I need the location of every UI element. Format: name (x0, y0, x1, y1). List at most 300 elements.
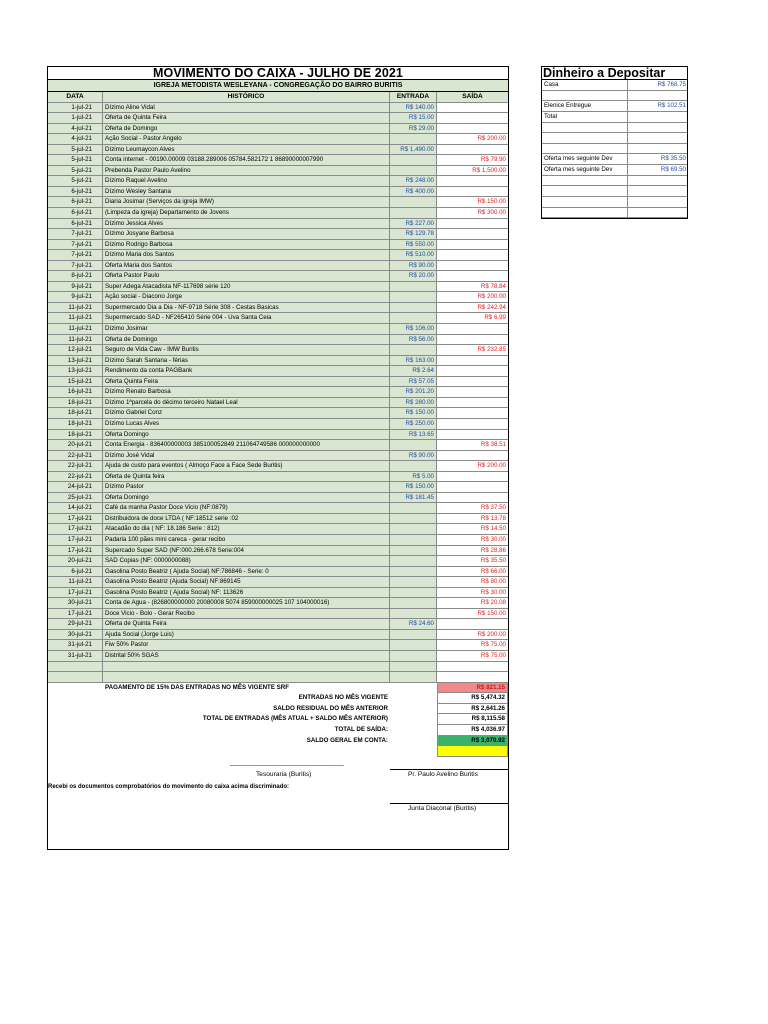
cell-date[interactable]: 6-jul-21 (48, 208, 103, 219)
cell-date[interactable]: 7-jul-21 (48, 250, 103, 261)
cell-saida[interactable]: R$ 13.78 (437, 514, 508, 525)
cell-history[interactable]: Dízimo José Vidal (103, 451, 390, 462)
cell-saida[interactable]: R$ 66.00 (437, 567, 508, 578)
cell-history[interactable]: Oferta de Domingo (103, 124, 390, 135)
cell-history[interactable]: Dízimo Maria dos Santos (103, 250, 390, 261)
cell-history[interactable]: Distribuidora de doce LTDA ( NF:18512 serie :02 (103, 514, 390, 525)
deposit-label[interactable]: Total (542, 112, 628, 123)
cell-saida[interactable] (437, 398, 508, 409)
cell-date[interactable]: 17-jul-21 (48, 546, 103, 557)
table-row (48, 303, 508, 314)
cell-entrada[interactable] (390, 672, 437, 683)
cell-date[interactable]: 25-jul-21 (48, 493, 103, 504)
header-history[interactable]: HISTÓRICO (103, 92, 390, 103)
cell-saida[interactable] (437, 430, 508, 441)
cell-date[interactable]: 9-jul-21 (48, 292, 103, 303)
cell-saida[interactable] (437, 419, 508, 430)
cell-history[interactable]: Supermercado SAD - NF265410 Série 004 - Uva Santa Ceia (103, 313, 390, 324)
cell-saida[interactable] (437, 145, 508, 156)
deposit-row (542, 208, 687, 219)
cell-saida[interactable] (437, 662, 508, 673)
cell-date[interactable]: 18-jul-21 (48, 408, 103, 419)
deposit-value[interactable] (628, 186, 687, 197)
cell-saida[interactable] (437, 250, 508, 261)
cell-entrada[interactable] (390, 292, 437, 303)
cell-entrada[interactable] (390, 303, 437, 314)
cell-entrada[interactable] (390, 630, 437, 641)
cell-entrada[interactable]: R$ 163.00 (390, 356, 437, 367)
deposit-label[interactable] (542, 197, 628, 208)
cell-date[interactable]: 22-jul-21 (48, 472, 103, 483)
cell-saida[interactable] (437, 472, 508, 483)
deposit-value[interactable]: R$ 69.50 (628, 165, 687, 176)
deposit-value[interactable] (628, 208, 687, 219)
header-date[interactable]: DATA (48, 92, 103, 103)
cell-saida[interactable] (437, 493, 508, 504)
deposit-value[interactable]: R$ 102.51 (628, 101, 687, 112)
cell-date[interactable]: 7-jul-21 (48, 240, 103, 251)
cell-history[interactable]: Dízimo Renato Barbosa (103, 387, 390, 398)
cell-date[interactable]: 15-jul-21 (48, 377, 103, 388)
saldo-residual-value[interactable]: R$ 2,641.26 (437, 704, 508, 715)
cell-saida[interactable]: R$ 38.51 (437, 440, 508, 451)
cell-saida[interactable] (437, 482, 508, 493)
cell-entrada[interactable]: R$ 227.00 (390, 219, 437, 230)
cell-date[interactable]: 8-jul-21 (48, 271, 103, 282)
cell-history[interactable]: Oferta de Quinta Feira (103, 619, 390, 630)
table-body (48, 103, 508, 683)
cell-history[interactable]: Dízimo Leumaycon Alves (103, 145, 390, 156)
cell-entrada[interactable]: R$ 201.20 (390, 387, 437, 398)
cell-history[interactable]: Doce Vicio - Bolo - Gerar Recibo (103, 609, 390, 620)
pagamento-label: PAGAMENTO DE 15% DAS ENTRADAS NO MÊS VIGENTE SRF (105, 683, 290, 691)
cell-saida[interactable]: R$ 35.50 (437, 556, 508, 567)
cell-entrada[interactable] (390, 514, 437, 525)
cell-history[interactable]: Oferta Domingo (103, 493, 390, 504)
cell-saida[interactable] (437, 103, 508, 114)
cell-saida[interactable]: R$ 300.00 (437, 208, 508, 219)
cell-saida[interactable] (437, 335, 508, 346)
cell-saida[interactable] (437, 271, 508, 282)
cell-date[interactable]: 13-jul-21 (48, 366, 103, 377)
table-row (48, 472, 508, 483)
table-row (48, 609, 508, 620)
cell-history[interactable]: Conta de Agua - (826800000000 20080008 5074 859000000025 107 104000016) (103, 598, 390, 609)
cell-history[interactable]: Oferta Maria dos Santos (103, 261, 390, 272)
cell-saida[interactable]: R$ 200.00 (437, 630, 508, 641)
cell-entrada[interactable]: R$ 15.00 (390, 113, 437, 124)
cell-date[interactable]: 6-jul-21 (48, 567, 103, 578)
cell-history[interactable]: SAD Copias (NF: 0000000088) (103, 556, 390, 567)
cell-entrada[interactable] (390, 461, 437, 472)
deposit-label[interactable]: Oferta mes seguinte Dev (542, 165, 628, 176)
cell-date[interactable] (48, 672, 103, 683)
cell-entrada[interactable] (390, 662, 437, 673)
saldo-residual-label: SALDO RESIDUAL DO MÊS ANTERIOR (273, 704, 388, 712)
cell-saida[interactable]: R$ 1,500.00 (437, 166, 508, 177)
cell-saida[interactable] (437, 619, 508, 630)
cell-history[interactable]: (Limpeza da igreja) Departamento de Jovens (103, 208, 390, 219)
cell-entrada[interactable] (390, 567, 437, 578)
cell-history[interactable]: Dízimo 1ªparcela do décimo terceiro Natael Leal (103, 398, 390, 409)
cell-history[interactable]: Ação Social - Pastor Angelo (103, 134, 390, 145)
cell-history[interactable]: Gasolina Posto Beatriz ( Ajuda Social) NF: 113626 (103, 588, 390, 599)
cell-date[interactable]: 6-jul-21 (48, 197, 103, 208)
cell-history[interactable]: Dízimo Josyane Barbosa (103, 229, 390, 240)
cell-history[interactable]: Fiw 50% Pastor (103, 640, 390, 651)
cell-entrada[interactable]: R$ 5.00 (390, 472, 437, 483)
saldo-geral-value[interactable]: R$ 3,070.92 (437, 736, 508, 747)
cell-date[interactable]: 14-jul-21 (48, 503, 103, 514)
cell-date[interactable]: 6-jul-21 (48, 187, 103, 198)
cell-entrada[interactable]: R$ 150.00 (390, 482, 437, 493)
cell-entrada[interactable] (390, 598, 437, 609)
deposit-label[interactable] (542, 208, 628, 219)
summary-saldo-geral-row (48, 736, 508, 747)
cell-date[interactable]: 18-jul-21 (48, 430, 103, 441)
cell-saida[interactable]: R$ 20.08 (437, 598, 508, 609)
cell-date[interactable]: 17-jul-21 (48, 524, 103, 535)
cell-history[interactable]: Oferta de Domingo (103, 335, 390, 346)
cell-entrada[interactable]: R$ 250.00 (390, 419, 437, 430)
cell-entrada[interactable] (390, 503, 437, 514)
cell-entrada[interactable]: R$ 56.00 (390, 335, 437, 346)
table-row (48, 208, 508, 219)
cell-date[interactable]: 5-jul-21 (48, 155, 103, 166)
cell-saida[interactable]: R$ 232.85 (437, 345, 508, 356)
table-row (48, 651, 508, 662)
cell-saida[interactable]: R$ 14.50 (437, 524, 508, 535)
deposit-label[interactable] (542, 176, 628, 187)
cell-entrada[interactable] (390, 524, 437, 535)
table-row (48, 640, 508, 651)
cell-entrada[interactable]: R$ 2.64 (390, 366, 437, 377)
cell-date[interactable]: 7-jul-21 (48, 229, 103, 240)
cell-entrada[interactable]: R$ 129.78 (390, 229, 437, 240)
cell-entrada[interactable] (390, 155, 437, 166)
deposit-label[interactable] (542, 186, 628, 197)
deposit-label[interactable]: Oferta mes seguinte Dev (542, 154, 628, 165)
recebi-text: Recebi os documentos comprobatórios do movimento do caixa acima discriminado: (48, 783, 290, 790)
cell-saida[interactable]: R$ 75.00 (437, 651, 508, 662)
cell-history[interactable] (103, 662, 390, 673)
pastor-label: Pr. Paulo Avelino Buritis (408, 770, 478, 778)
table-row (48, 103, 508, 114)
table-row (48, 451, 508, 462)
cell-history[interactable]: Dízimo Lucas Alves (103, 419, 390, 430)
deposit-label[interactable] (542, 91, 628, 102)
cell-date[interactable]: 7-jul-21 (48, 261, 103, 272)
cell-date[interactable]: 17-jul-21 (48, 514, 103, 525)
cell-date[interactable]: 6-jul-21 (48, 219, 103, 230)
cell-date[interactable]: 18-jul-21 (48, 419, 103, 430)
table-row (48, 166, 508, 177)
cell-saida[interactable]: R$ 200.00 (437, 292, 508, 303)
table-header (48, 92, 508, 103)
deposit-value[interactable] (628, 112, 687, 123)
table-row (48, 240, 508, 251)
cell-entrada[interactable]: R$ 20.00 (390, 271, 437, 282)
deposit-value[interactable] (628, 133, 687, 144)
cell-saida[interactable] (437, 187, 508, 198)
yellow-highlight-cell[interactable] (437, 746, 508, 757)
cell-entrada[interactable] (390, 313, 437, 324)
deposit-label[interactable]: Casa (542, 80, 628, 91)
cell-entrada[interactable] (390, 651, 437, 662)
cell-entrada[interactable]: R$ 13.65 (390, 430, 437, 441)
cell-history[interactable]: Dízimo Aline Vidal (103, 103, 390, 114)
cell-saida[interactable]: R$ 78.84 (437, 282, 508, 293)
pagamento-value[interactable]: R$ 821.15 (437, 683, 508, 694)
cell-history[interactable]: Conta Energia - 836400000003 385100052849 211064749586 000000000000 (103, 440, 390, 451)
cell-history[interactable]: Conta internet - 00190.00009 03188.289006 05784.582172 1 86890000007990 (103, 155, 390, 166)
cell-date[interactable]: 5-jul-21 (48, 176, 103, 187)
table-row (48, 588, 508, 599)
cell-entrada[interactable]: R$ 90.00 (390, 261, 437, 272)
cell-saida[interactable] (437, 261, 508, 272)
deposit-label[interactable] (542, 144, 628, 155)
cell-entrada[interactable]: R$ 24.60 (390, 619, 437, 630)
cell-history[interactable]: Oferta de Quinta feira (103, 472, 390, 483)
cell-entrada[interactable]: R$ 280.00 (390, 398, 437, 409)
cell-entrada[interactable] (390, 345, 437, 356)
table-row (48, 398, 508, 409)
cell-saida[interactable] (437, 672, 508, 683)
cell-date[interactable]: 1-jul-21 (48, 103, 103, 114)
cell-date[interactable]: 31-jul-21 (48, 651, 103, 662)
total-entradas-value[interactable]: R$ 8,115.58 (437, 714, 508, 725)
cell-date[interactable]: 17-jul-21 (48, 535, 103, 546)
cell-saida[interactable] (437, 356, 508, 367)
cell-history[interactable]: Dízimo Raquel Avelino (103, 176, 390, 187)
cell-history[interactable]: Café da manha Pastor Doce Vicio (NF:0879) (103, 503, 390, 514)
cell-entrada[interactable]: R$ 1,490.00 (390, 145, 437, 156)
cell-date[interactable]: 5-jul-21 (48, 166, 103, 177)
deposit-title: Dinheiro a Depositar (542, 67, 687, 80)
cell-saida[interactable] (437, 176, 508, 187)
cell-entrada[interactable]: R$ 140.00 (390, 103, 437, 114)
cell-history[interactable]: Dízimo Gabriel Conz (103, 408, 390, 419)
cell-entrada[interactable] (390, 197, 437, 208)
table-row (48, 250, 508, 261)
cell-entrada[interactable] (390, 577, 437, 588)
cell-entrada[interactable] (390, 166, 437, 177)
cell-saida[interactable]: R$ 150.00 (437, 609, 508, 620)
deposit-row (542, 144, 687, 155)
cell-entrada[interactable] (390, 535, 437, 546)
cell-entrada[interactable]: R$ 150.00 (390, 408, 437, 419)
summary-total-entradas-row (48, 714, 508, 725)
cell-date[interactable]: 29-jul-21 (48, 619, 103, 630)
header-saida[interactable]: SAÍDA (437, 92, 508, 103)
cell-saida[interactable] (437, 324, 508, 335)
cell-history[interactable]: Ajuda de custo para eventos ( Almoço Face a Face Sede Buritis) (103, 461, 390, 472)
header-entrada[interactable]: ENTRADA (390, 92, 437, 103)
deposit-value[interactable]: R$ 768.75 (628, 80, 687, 91)
tesouraria-label: Tesouraria (Buritis) (256, 770, 312, 778)
total-saida-label: TOTAL DE SAÍDA: (334, 726, 388, 733)
cell-entrada[interactable] (390, 440, 437, 451)
cell-history[interactable]: Supercado Super SAD (NF:000.266.678 Serie:004 (103, 546, 390, 557)
total-saida-value[interactable]: R$ 4,036.97 (437, 725, 508, 736)
table-row (48, 155, 508, 166)
cell-history[interactable]: Dízimo Josimar (103, 324, 390, 335)
cell-date[interactable]: 22-jul-21 (48, 461, 103, 472)
deposit-value[interactable] (628, 176, 687, 187)
deposit-label[interactable]: Elenice Entregue (542, 101, 628, 112)
cell-saida[interactable] (437, 240, 508, 251)
cell-date[interactable]: 20-jul-21 (48, 556, 103, 567)
table-row (48, 187, 508, 198)
cell-history[interactable]: Dízimo Rodrigo Barbosa (103, 240, 390, 251)
table-row (48, 134, 508, 145)
cell-saida[interactable] (437, 408, 508, 419)
cell-saida[interactable] (437, 219, 508, 230)
cell-date[interactable] (48, 662, 103, 673)
cell-history[interactable]: Oferta Quinta Feira (103, 377, 390, 388)
cell-history[interactable]: Dízimo Wesley Santana (103, 187, 390, 198)
cell-entrada[interactable] (390, 546, 437, 557)
cell-history[interactable]: Rendimento da conta PAGBank (103, 366, 390, 377)
deposit-value[interactable] (628, 91, 687, 102)
cell-saida[interactable]: R$ 200.00 (437, 134, 508, 145)
cell-entrada[interactable] (390, 556, 437, 567)
deposit-panel (541, 66, 688, 219)
deposit-label[interactable] (542, 123, 628, 134)
cell-entrada[interactable] (390, 640, 437, 651)
cell-saida[interactable]: R$ 200.00 (437, 461, 508, 472)
deposit-value[interactable] (628, 197, 687, 208)
cell-history[interactable]: Ação social - Diacono Jorge (103, 292, 390, 303)
cell-entrada[interactable] (390, 282, 437, 293)
cell-saida[interactable] (437, 113, 508, 124)
cell-date[interactable]: 5-jul-21 (48, 145, 103, 156)
cell-date[interactable]: 17-jul-21 (48, 588, 103, 599)
cell-saida[interactable]: R$ 75.00 (437, 640, 508, 651)
cell-date[interactable]: 31-jul-21 (48, 640, 103, 651)
cell-saida[interactable] (437, 229, 508, 240)
junta-label: Junta Diaconal (Buritis) (408, 804, 477, 812)
table-row (48, 672, 508, 683)
cell-entrada[interactable]: R$ 510.00 (390, 250, 437, 261)
cell-history[interactable] (103, 672, 390, 683)
table-row (48, 219, 508, 230)
cell-history[interactable]: Oferta de Quinta Feira (103, 113, 390, 124)
cell-saida[interactable]: R$ 242.94 (437, 303, 508, 314)
cell-entrada[interactable]: R$ 90.00 (390, 451, 437, 462)
cell-entrada[interactable] (390, 588, 437, 599)
cell-date[interactable]: 30-jul-21 (48, 630, 103, 641)
cell-saida[interactable]: R$ 37.50 (437, 503, 508, 514)
cell-saida[interactable]: R$ 30.00 (437, 588, 508, 599)
cell-entrada[interactable]: R$ 550.00 (390, 240, 437, 251)
cell-entrada[interactable]: R$ 106.00 (390, 324, 437, 335)
cell-saida[interactable] (437, 451, 508, 462)
deposit-row (542, 91, 687, 102)
deposit-label[interactable] (542, 133, 628, 144)
deposit-value[interactable]: R$ 35.50 (628, 154, 687, 165)
cell-history[interactable]: Oferta Domingo (103, 430, 390, 441)
cell-date[interactable]: 16-jul-21 (48, 387, 103, 398)
cell-entrada[interactable] (390, 208, 437, 219)
cell-saida[interactable] (437, 366, 508, 377)
cell-saida[interactable]: R$ 79.90 (437, 155, 508, 166)
cell-date[interactable]: 30-jul-21 (48, 598, 103, 609)
cell-entrada[interactable] (390, 134, 437, 145)
cell-saida[interactable]: R$ 150.00 (437, 197, 508, 208)
cell-date[interactable]: 11-jul-21 (48, 303, 103, 314)
cell-date[interactable]: 20-jul-21 (48, 440, 103, 451)
cell-history[interactable]: Atacadão do dia ( NF: 18.186 Serie : 812) (103, 524, 390, 535)
cell-entrada[interactable]: R$ 29.00 (390, 124, 437, 135)
summary-yellow-row (48, 746, 508, 757)
cell-entrada[interactable] (390, 609, 437, 620)
cell-entrada[interactable]: R$ 57.05 (390, 377, 437, 388)
entradas-value[interactable]: R$ 5,474.32 (437, 693, 508, 704)
cell-saida[interactable]: R$ 80.00 (437, 577, 508, 588)
table-row (48, 419, 508, 430)
cell-date[interactable]: 1-jul-21 (48, 113, 103, 124)
cell-date[interactable]: 11-jul-21 (48, 324, 103, 335)
deposit-row (542, 123, 687, 134)
cell-history[interactable]: Dízimo Pastor (103, 482, 390, 493)
cell-history[interactable]: Padaria 100 pães mini careca - gerar recibo (103, 535, 390, 546)
cell-date[interactable]: 4-jul-21 (48, 124, 103, 135)
summary-entradas-row (48, 693, 508, 704)
table-row (48, 556, 508, 567)
deposit-value[interactable] (628, 144, 687, 155)
cell-saida[interactable] (437, 377, 508, 388)
cell-history[interactable]: Dízimo Sarah Santana - férias (103, 356, 390, 367)
cell-saida[interactable]: R$ 28.86 (437, 546, 508, 557)
cell-entrada[interactable]: R$ 181.45 (390, 493, 437, 504)
deposit-value[interactable] (628, 123, 687, 134)
cell-history[interactable]: Gasolina Posto Beatriz ( Ajuda Social) NF:786846 - Serie: 0 (103, 567, 390, 578)
cell-entrada[interactable]: R$ 400.00 (390, 187, 437, 198)
cell-date[interactable]: 4-jul-21 (48, 134, 103, 145)
cell-entrada[interactable]: R$ 248.00 (390, 176, 437, 187)
summary-saldo-residual-row (48, 704, 508, 715)
cell-date[interactable]: 11-jul-21 (48, 577, 103, 588)
cash-movement-sheet (47, 66, 509, 850)
cell-history[interactable]: Super Adega Atacadista NF-117698 série 120 (103, 282, 390, 293)
cell-history[interactable]: Supermercado Dia a Dia - NF-9718 Série 308 - Cestas Basicas (103, 303, 390, 314)
cell-date[interactable]: 12-jul-21 (48, 345, 103, 356)
cell-history[interactable]: Oferta Pastor Paulo (103, 271, 390, 282)
cell-date[interactable]: 24-jul-21 (48, 482, 103, 493)
cell-date[interactable]: 17-jul-21 (48, 609, 103, 620)
cell-saida[interactable]: R$ 6.99 (437, 313, 508, 324)
cell-history[interactable]: Diaria Josimar (Serviços da igreja IMW) (103, 197, 390, 208)
cell-date[interactable]: 11-jul-21 (48, 313, 103, 324)
cell-history[interactable]: Gasolina Posto Beatriz (Ajuda Social) NF:869145 (103, 577, 390, 588)
cell-history[interactable]: Distrital 50% SGAS (103, 651, 390, 662)
cell-date[interactable]: 13-jul-21 (48, 356, 103, 367)
cell-date[interactable]: 11-jul-21 (48, 335, 103, 346)
cell-history[interactable]: Ajuda Social (Jorge Luis) (103, 630, 390, 641)
cell-date[interactable]: 22-jul-21 (48, 451, 103, 462)
cell-history[interactable]: Prebenda Pastor Paulo Avelino (103, 166, 390, 177)
cell-saida[interactable] (437, 124, 508, 135)
cell-saida[interactable] (437, 387, 508, 398)
cell-date[interactable]: 18-jul-21 (48, 398, 103, 409)
cell-history[interactable]: Dízimo Jessica Alves (103, 219, 390, 230)
table-row (48, 567, 508, 578)
table-row (48, 598, 508, 609)
cell-date[interactable]: 9-jul-21 (48, 282, 103, 293)
cell-saida[interactable]: R$ 30.00 (437, 535, 508, 546)
cell-history[interactable]: Seguro de Vida Caw - IMW Buritis (103, 345, 390, 356)
